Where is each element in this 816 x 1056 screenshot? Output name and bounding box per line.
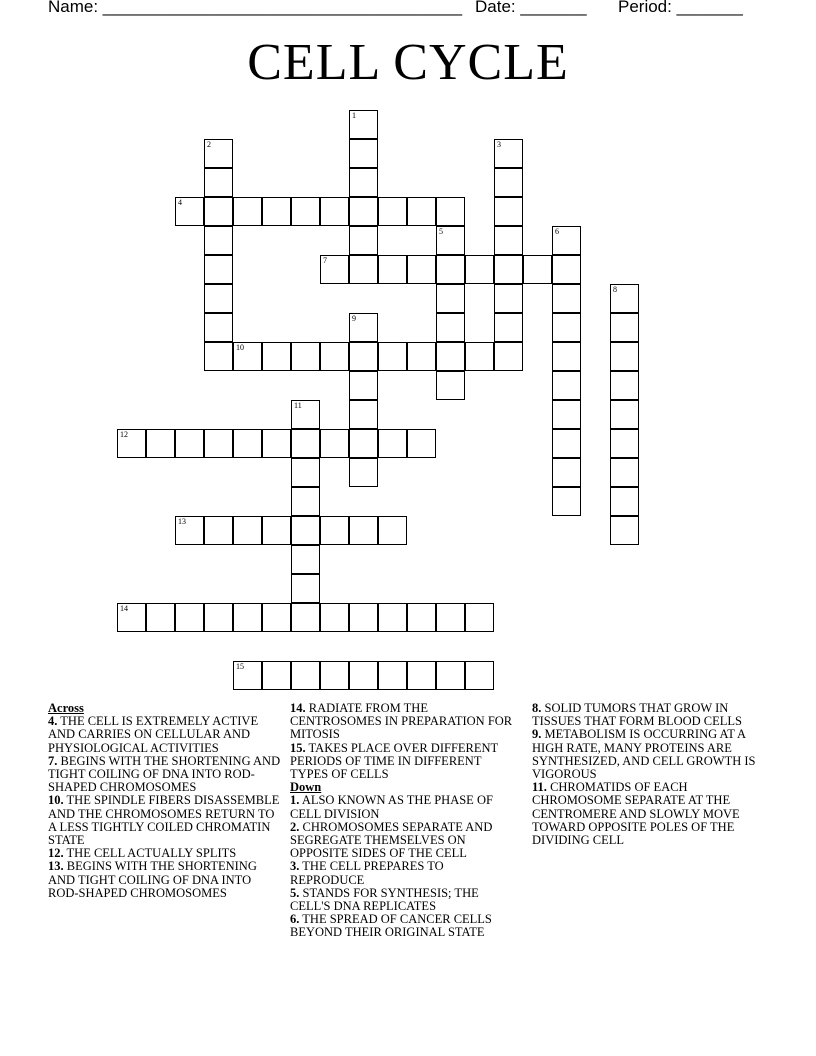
name-field-label: Name: ______________________________________ bbox=[48, 0, 463, 16]
crossword-cell[interactable] bbox=[378, 255, 407, 284]
clues-column-1 bbox=[48, 702, 284, 900]
crossword-cell[interactable] bbox=[436, 603, 465, 632]
crossword-cell[interactable] bbox=[320, 255, 349, 284]
crossword-cell[interactable] bbox=[349, 429, 378, 458]
crossword-cell[interactable] bbox=[175, 603, 204, 632]
crossword-cell[interactable] bbox=[349, 603, 378, 632]
crossword-cell[interactable] bbox=[262, 342, 291, 371]
crossword-cell[interactable] bbox=[349, 458, 378, 487]
down-heading: Down bbox=[290, 780, 322, 795]
clue-across-15: 15. TAKES PLACE OVER DIFFERENT PERIODS OF TIME IN DIFFERENT TYPES OF CELLS bbox=[290, 740, 498, 782]
crossword-cell[interactable] bbox=[349, 168, 378, 197]
crossword-cell[interactable] bbox=[320, 429, 349, 458]
crossword-cell[interactable] bbox=[320, 342, 349, 371]
clue-number: 6 bbox=[555, 227, 559, 236]
crossword-cell[interactable] bbox=[436, 313, 465, 342]
crossword-cell[interactable] bbox=[610, 487, 639, 516]
crossword-cell[interactable] bbox=[552, 284, 581, 313]
crossword-cell[interactable] bbox=[291, 603, 320, 632]
crossword-cell[interactable] bbox=[349, 516, 378, 545]
crossword-cell[interactable] bbox=[552, 255, 581, 284]
crossword-cell[interactable] bbox=[175, 516, 204, 545]
crossword-cell[interactable] bbox=[407, 255, 436, 284]
clue-across-10: 10. THE SPINDLE FIBERS DISASSEMBLE AND THE CHROMOSOMES RETURN TO A LESS TIGHTLY COILED CHROMATIN STATE bbox=[48, 793, 280, 848]
crossword-cell[interactable] bbox=[291, 661, 320, 690]
clue-down-8: 8. SOLID TUMORS THAT GROW IN TISSUES THAT FORM BLOOD CELLS bbox=[532, 701, 742, 729]
crossword-cell[interactable] bbox=[378, 197, 407, 226]
crossword-cell[interactable] bbox=[436, 342, 465, 371]
clue-down-3: 3. THE CELL PREPARES TO REPRODUCE bbox=[290, 859, 444, 887]
crossword-cell[interactable] bbox=[349, 255, 378, 284]
crossword-cell[interactable] bbox=[291, 429, 320, 458]
crossword-cell[interactable] bbox=[262, 661, 291, 690]
crossword-cell[interactable] bbox=[233, 516, 262, 545]
clue-down-2: 2. CHROMOSOMES SEPARATE AND SEGREGATE THEMSELVES ON OPPOSITE SIDES OF THE CELL bbox=[290, 819, 493, 861]
crossword-cell[interactable] bbox=[552, 342, 581, 371]
period-field-label: Period: _______ bbox=[618, 0, 743, 16]
crossword-cell[interactable] bbox=[291, 458, 320, 487]
crossword-cell[interactable] bbox=[262, 516, 291, 545]
crossword-cell[interactable] bbox=[204, 603, 233, 632]
crossword-cell[interactable] bbox=[407, 603, 436, 632]
crossword-cell[interactable] bbox=[552, 429, 581, 458]
crossword-cell[interactable] bbox=[349, 342, 378, 371]
clue-number: 1 bbox=[352, 111, 356, 120]
crossword-cell[interactable] bbox=[494, 342, 523, 371]
crossword-cell[interactable] bbox=[349, 313, 378, 342]
clue-number: 15 bbox=[236, 662, 244, 671]
clue-down-1: 1. ALSO KNOWN AS THE PHASE OF CELL DIVISION bbox=[290, 793, 493, 821]
crossword-cell[interactable] bbox=[204, 313, 233, 342]
crossword-cell[interactable] bbox=[436, 284, 465, 313]
clue-across-13: 13. BEGINS WITH THE SHORTENING AND TIGHT COILING OF DNA INTO ROD-SHAPED CHROMOSOMES bbox=[48, 859, 257, 900]
crossword-cell[interactable] bbox=[407, 197, 436, 226]
crossword-cell[interactable] bbox=[494, 139, 523, 168]
clue-number: 10 bbox=[236, 343, 244, 352]
crossword-cell[interactable] bbox=[204, 255, 233, 284]
crossword-cell[interactable] bbox=[465, 255, 494, 284]
crossword-cell[interactable] bbox=[378, 603, 407, 632]
crossword-cell[interactable] bbox=[610, 313, 639, 342]
crossword-cell[interactable] bbox=[407, 342, 436, 371]
crossword-cell[interactable] bbox=[349, 197, 378, 226]
crossword-cell[interactable] bbox=[320, 516, 349, 545]
crossword-cell[interactable] bbox=[204, 516, 233, 545]
crossword-cell[interactable] bbox=[378, 661, 407, 690]
date-field-label: Date: _______ bbox=[475, 0, 587, 16]
crossword-cell[interactable] bbox=[349, 371, 378, 400]
crossword-cell[interactable] bbox=[204, 429, 233, 458]
crossword-cell[interactable] bbox=[552, 313, 581, 342]
clue-across-14: 14. RADIATE FROM THE CENTROSOMES IN PREPARATION FOR MITOSIS bbox=[290, 701, 513, 742]
crossword-cell[interactable] bbox=[291, 487, 320, 516]
crossword-cell[interactable] bbox=[349, 110, 378, 139]
crossword-cell[interactable] bbox=[610, 516, 639, 545]
clue-down-5: 5. STANDS FOR SYNTHESIS; THE CELL'S DNA REPLICATES bbox=[290, 885, 479, 914]
crossword-cell[interactable] bbox=[233, 342, 262, 371]
clue-across-12: 12. THE CELL ACTUALLY SPLITS bbox=[48, 846, 237, 861]
crossword-cell[interactable] bbox=[378, 429, 407, 458]
crossword-cell[interactable] bbox=[552, 226, 581, 255]
crossword-cell[interactable] bbox=[291, 516, 320, 545]
crossword-cell[interactable] bbox=[494, 284, 523, 313]
crossword-cell[interactable] bbox=[262, 429, 291, 458]
clue-number: 5 bbox=[439, 227, 443, 236]
crossword-cell[interactable] bbox=[204, 342, 233, 371]
crossword-cell[interactable] bbox=[436, 255, 465, 284]
crossword-cell[interactable] bbox=[610, 371, 639, 400]
crossword-cell[interactable] bbox=[407, 661, 436, 690]
crossword-cell[interactable] bbox=[175, 197, 204, 226]
crossword-cell[interactable] bbox=[349, 139, 378, 168]
clue-number: 8 bbox=[613, 285, 617, 294]
crossword-cell[interactable] bbox=[349, 226, 378, 255]
crossword-cell[interactable] bbox=[494, 226, 523, 255]
crossword-cell[interactable] bbox=[262, 197, 291, 226]
crossword-cell[interactable] bbox=[494, 313, 523, 342]
crossword-cell[interactable] bbox=[523, 255, 552, 284]
clue-number: 3 bbox=[497, 140, 501, 149]
crossword-cell[interactable] bbox=[552, 487, 581, 516]
crossword-cell[interactable] bbox=[175, 429, 204, 458]
crossword-cell[interactable] bbox=[146, 429, 175, 458]
clue-down-11: 11. CHROMATIDS OF EACH CHROMOSOME SEPARATE AT THE CENTROMERE AND SLOWLY MOVE TOWARD OPPOSITE POLES OF THE DIVIDING CELL bbox=[532, 780, 740, 848]
crossword-cell[interactable] bbox=[320, 197, 349, 226]
crossword-cell[interactable] bbox=[204, 197, 233, 226]
crossword-cell[interactable] bbox=[407, 429, 436, 458]
crossword-cell[interactable] bbox=[291, 574, 320, 603]
crossword-cell[interactable] bbox=[610, 429, 639, 458]
crossword-cell[interactable] bbox=[291, 545, 320, 574]
crossword-cell[interactable] bbox=[610, 342, 639, 371]
crossword-cell[interactable] bbox=[552, 458, 581, 487]
crossword-cell[interactable] bbox=[436, 371, 465, 400]
crossword-cell[interactable] bbox=[436, 661, 465, 690]
crossword-cell[interactable] bbox=[117, 603, 146, 632]
clue-number: 9 bbox=[352, 314, 356, 323]
clue-number: 7 bbox=[323, 256, 327, 265]
across-heading: Across bbox=[48, 701, 84, 715]
crossword-cell[interactable] bbox=[465, 603, 494, 632]
clue-number: 11 bbox=[294, 401, 302, 410]
crossword-cell[interactable] bbox=[610, 458, 639, 487]
crossword-cell[interactable] bbox=[436, 226, 465, 255]
clue-down-9: 9. METABOLISM IS OCCURRING AT A HIGH RATE, MANY PROTEINS ARE SYNTHESIZED, AND CELL GROWTH IS VIGOROUS bbox=[532, 727, 756, 782]
crossword-cell[interactable] bbox=[262, 603, 291, 632]
crossword-cell[interactable] bbox=[233, 197, 262, 226]
crossword-cell[interactable] bbox=[610, 284, 639, 313]
crossword-cell[interactable] bbox=[494, 168, 523, 197]
clues-column-3 bbox=[532, 702, 768, 847]
page-title: CELL CYCLE bbox=[247, 34, 569, 91]
crossword-cell[interactable] bbox=[465, 342, 494, 371]
clue-number: 12 bbox=[120, 430, 128, 439]
crossword-cell[interactable] bbox=[610, 400, 639, 429]
crossword-cell[interactable] bbox=[494, 197, 523, 226]
crossword-cell[interactable] bbox=[320, 603, 349, 632]
clue-number: 14 bbox=[120, 604, 128, 613]
crossword-cell[interactable] bbox=[233, 603, 262, 632]
crossword-cell[interactable] bbox=[465, 661, 494, 690]
clue-number: 2 bbox=[207, 140, 211, 149]
crossword-cell[interactable] bbox=[291, 197, 320, 226]
crossword-cell[interactable] bbox=[233, 661, 262, 690]
crossword-cell[interactable] bbox=[552, 371, 581, 400]
crossword-cell[interactable] bbox=[320, 661, 349, 690]
crossword-cell[interactable] bbox=[204, 284, 233, 313]
crossword-cell[interactable] bbox=[233, 429, 262, 458]
crossword-cell[interactable] bbox=[146, 603, 175, 632]
crossword-cell[interactable] bbox=[204, 139, 233, 168]
crossword-cell[interactable] bbox=[291, 400, 320, 429]
clue-number: 4 bbox=[178, 198, 182, 207]
clues-column-2 bbox=[290, 702, 516, 940]
clue-down-6: 6. THE SPREAD OF CANCER CELLS BEYOND THEIR ORIGINAL STATE bbox=[290, 912, 492, 940]
clue-across-4: 4. THE CELL IS EXTREMELY ACTIVE AND CARRIES ON CELLULAR AND PHYSIOLOGICAL ACTIVITIES bbox=[48, 714, 259, 755]
crossword-cell[interactable] bbox=[436, 197, 465, 226]
crossword-cell[interactable] bbox=[552, 400, 581, 429]
crossword-cell[interactable] bbox=[204, 168, 233, 197]
crossword-cell[interactable] bbox=[378, 516, 407, 545]
crossword-cell[interactable] bbox=[291, 342, 320, 371]
crossword-cell[interactable] bbox=[117, 429, 146, 458]
crossword-cell[interactable] bbox=[378, 342, 407, 371]
crossword-cell[interactable] bbox=[349, 400, 378, 429]
crossword-cell[interactable] bbox=[349, 661, 378, 690]
crossword-cell[interactable] bbox=[204, 226, 233, 255]
clue-across-7: 7. BEGINS WITH THE SHORTENING AND TIGHT COILING OF DNA INTO ROD-SHAPED CHROMOSOMES bbox=[48, 753, 281, 795]
crossword-cell[interactable] bbox=[494, 255, 523, 284]
clue-number: 13 bbox=[178, 517, 186, 526]
